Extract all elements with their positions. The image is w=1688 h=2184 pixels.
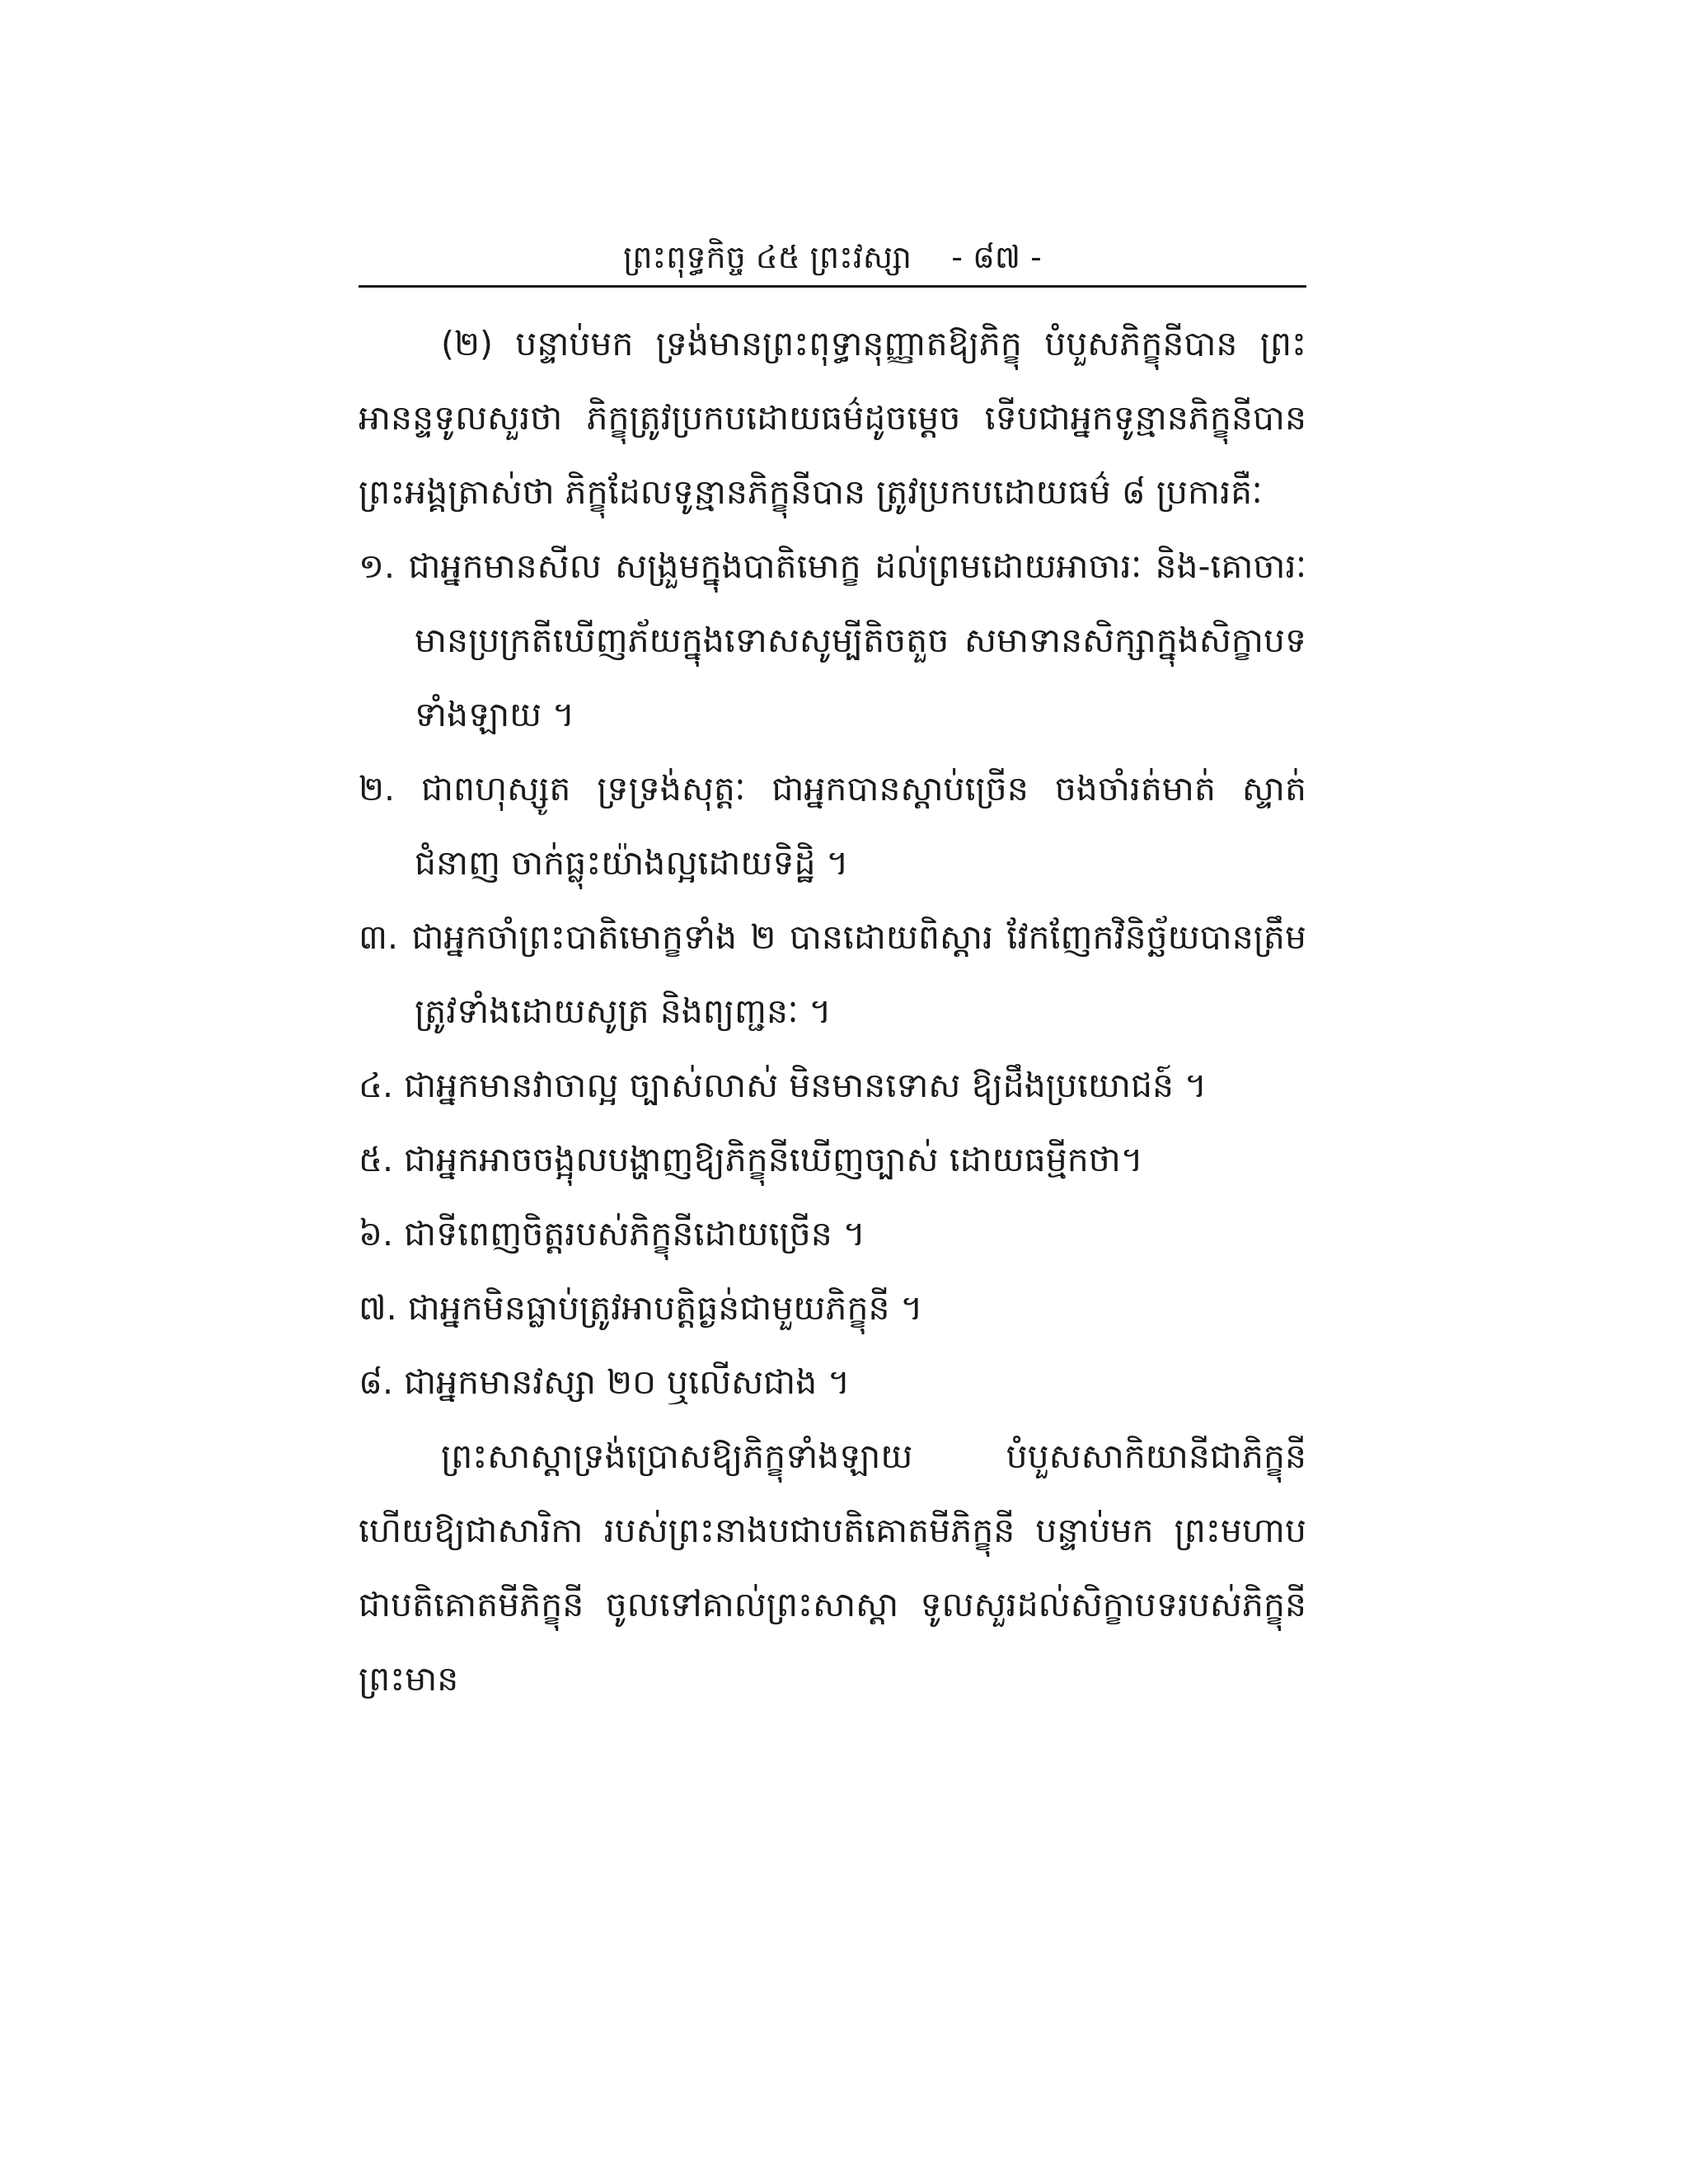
item-number: ៤. <box>359 1066 394 1105</box>
item-text: ជាពហុស្សូត ទ្រទ្រង់សុត្តៈ ជាអ្នកបានស្ដាប់ច្រើន ចងចាំរត់មាត់ ស្ទាត់ជំនាញ ចាក់ធ្លុះយ៉ាងល្អដោយទិដ្ឋិ ។ <box>415 769 1306 883</box>
item-number: ២. <box>359 769 396 808</box>
item-number: ១. <box>359 546 396 586</box>
list-item <box>359 1048 1306 1122</box>
item-number: ៦. <box>359 1214 394 1254</box>
list-item <box>359 529 1306 752</box>
body-text <box>359 307 1306 1716</box>
running-header <box>359 232 1306 282</box>
item-text: ជាទីពេញចិត្តរបស់ភិក្ខុនីដោយច្រើន ។ <box>404 1214 865 1254</box>
intro-paragraph: (២) បន្ទាប់មក ទ្រង់មានព្រះពុទ្ធានុញ្ញាតឱ្យភិក្ខុ បំបួសភិក្ខុនីបាន ព្រះអានន្ទទូលសួរថា ភិក្ខុត្រូវប្រកបដោយធម៌ដូចម្ដេច ទើបជាអ្នកទូន្មានភិក្ខុនីបាន ព្រះអង្គត្រាស់ថា ភិក្ខុដែលទូន្មានភិក្ខុនីបាន ត្រូវប្រកបដោយធម៌ ៨ ប្រការគឺៈ <box>359 324 1306 512</box>
item-text: ជាអ្នកមានវស្សា ២០ ឬលើសជាង ។ <box>404 1362 851 1402</box>
item-number: ៧. <box>359 1288 397 1328</box>
list-item <box>359 1122 1306 1197</box>
list-item <box>359 752 1306 900</box>
item-text: ជាអ្នកមិនធ្លាប់ត្រូវអាបត្តិធ្ងន់ជាមួយភិក្ខុនី ។ <box>407 1288 923 1328</box>
item-text: ជាអ្នកមានសីល សង្រួមក្នុងបាតិមោក្ខ ដល់ព្រមដោយអាចារៈ និង-គោចារៈ មានប្រក្រតីឃើញភ័យក្នុងទោសសូម្បីតិចតួច សមាទានសិក្សាក្នុងសិក្ខាបទទាំងឡាយ ។ <box>408 546 1306 734</box>
running-title: ព្រះពុទ្ធកិច្ច ៤៥ ព្រះវស្សា <box>623 239 912 275</box>
closing-paragraph: ព្រះសាស្ដាទ្រង់ប្រោសឱ្យភិក្ខុទាំងឡាយ បំបួសសាកិយានីជាភិក្ខុនី ហើយឱ្យជាសារិកា របស់ព្រះនាងបជាបតិគោតមីភិក្ខុនី បន្ទាប់មក ព្រះមហាបជាបតិគោតមីភិក្ខុនី ចូលទៅគាល់ព្រះសាស្ដា ទូលសួរដល់សិក្ខាបទរបស់ភិក្ខុនី ព្រះមាន <box>359 1436 1306 1699</box>
header-rule <box>359 285 1306 288</box>
list-item <box>359 1197 1306 1271</box>
item-text: ជាអ្នកអាចចង្អុលបង្ហាញឱ្យភិក្ខុនីឃើញច្បាស់ ដោយធម្មីកថា។ <box>404 1140 1143 1179</box>
item-text: ជាអ្នកចាំព្រះបាតិមោក្ខទាំង ២ បានដោយពិស្ដារ វែកញែកវិនិច្ឆ័យបានត្រឹមត្រូវទាំងដោយសូត្រ និងព្យញ្ជនៈ ។ <box>411 917 1306 1031</box>
item-number: ៣. <box>359 917 399 957</box>
item-text: ជាអ្នកមានវាចាល្អ ច្បាស់លាស់ មិនមានទោស ឱ្យដឹងប្រយោជន៍ ។ <box>404 1066 1207 1105</box>
list-item <box>359 1271 1306 1345</box>
list-item <box>359 900 1306 1048</box>
item-number: ៨. <box>359 1362 394 1402</box>
page-number: - ៨៧ - <box>951 239 1042 275</box>
item-number: ៥. <box>359 1140 394 1179</box>
list-item <box>359 1345 1306 1419</box>
qualities-list <box>359 529 1306 1419</box>
